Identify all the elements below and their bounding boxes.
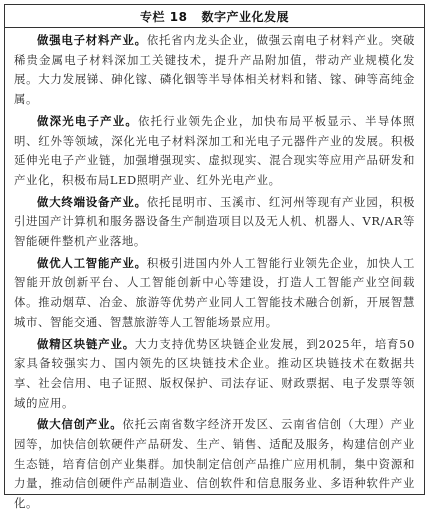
paragraph-lead: 做大终端设备产业。 bbox=[37, 194, 147, 209]
paragraph-body: 依托省内龙头企业，做强云南电子材料产业。突破稀贵金属电子材料深加工关键技术，提升产品附加值，带动产业规模化发展。大力发展锑、砷化镓、磷化铟等半导体相关材料和锗、镓、砷等高纯金属。 bbox=[14, 33, 416, 107]
column-header bbox=[5, 5, 424, 28]
paragraph-optoelectronics bbox=[14, 112, 415, 191]
column-box bbox=[4, 4, 425, 511]
column-label: 专栏 18 bbox=[140, 9, 188, 24]
paragraph-lead: 做深光电子产业。 bbox=[37, 113, 138, 128]
paragraph-lead: 做优人工智能产业。 bbox=[37, 255, 147, 270]
column-content bbox=[5, 28, 424, 514]
column-title: 数字产业化发展 bbox=[201, 9, 289, 24]
paragraph-electronic-materials bbox=[14, 31, 415, 110]
paragraph-body: 大力支持优势区块链企业发展，到2025年，培育50家具备较强实力、国内领先的区块链技术企业。推动区块链技术在数据共享、社会信用、电子证照、版权保护、司法存证、财政票据、电子发票等领域的应用。 bbox=[14, 336, 416, 410]
paragraph-body: 依托行业领先企业，加快布局平板显示、半导体照明、红外等领域，深化光电子材料深加工和光电子元器件产业的发展。积极延伸光电子产业链，加强增强现实、虚拟现实、混合现实等应用产品研发和产业化，积极布局LED照明产业、红外光电产业。 bbox=[14, 113, 415, 187]
paragraph-xinchuang bbox=[14, 415, 415, 514]
paragraph-lead: 做大信创产业。 bbox=[37, 417, 123, 432]
paragraph-terminal-devices bbox=[14, 193, 415, 252]
paragraph-body: 依托昆明市、玉溪市、红河州等现有产业园，积极引进国产计算机和服务器设备生产制造项目以及无人机、机器人、VR/AR等智能硬件整机产业落地。 bbox=[14, 194, 416, 249]
paragraph-blockchain bbox=[14, 335, 415, 414]
paragraph-lead: 做精区块链产业。 bbox=[37, 336, 135, 351]
paragraph-body: 积极引进国内外人工智能行业领先企业，加快人工智能开放创新平台、人工智能创新中心等建设，打造人工智能产业空间载体。推动烟草、冶金、旅游等优势产业同人工智能技术融合创新，开展智慧城市、智能交通、智慧旅游等人工智能场景应用。 bbox=[14, 255, 416, 329]
paragraph-artificial-intelligence bbox=[14, 254, 415, 333]
paragraph-body: 依托云南省数字经济开发区、云南省信创（大理）产业园等，加快信创软硬件产品研发、生产、销售、适配及服务，构建信创产业生态链，培育信创产业集群。加快制定信创产品推广应用机制，集中资源和力量，推动信创硬件产品制造业、信创软件和信息服务业、多语种软件产业化。 bbox=[14, 417, 415, 511]
paragraph-lead: 做强电子材料产业。 bbox=[37, 33, 147, 47]
